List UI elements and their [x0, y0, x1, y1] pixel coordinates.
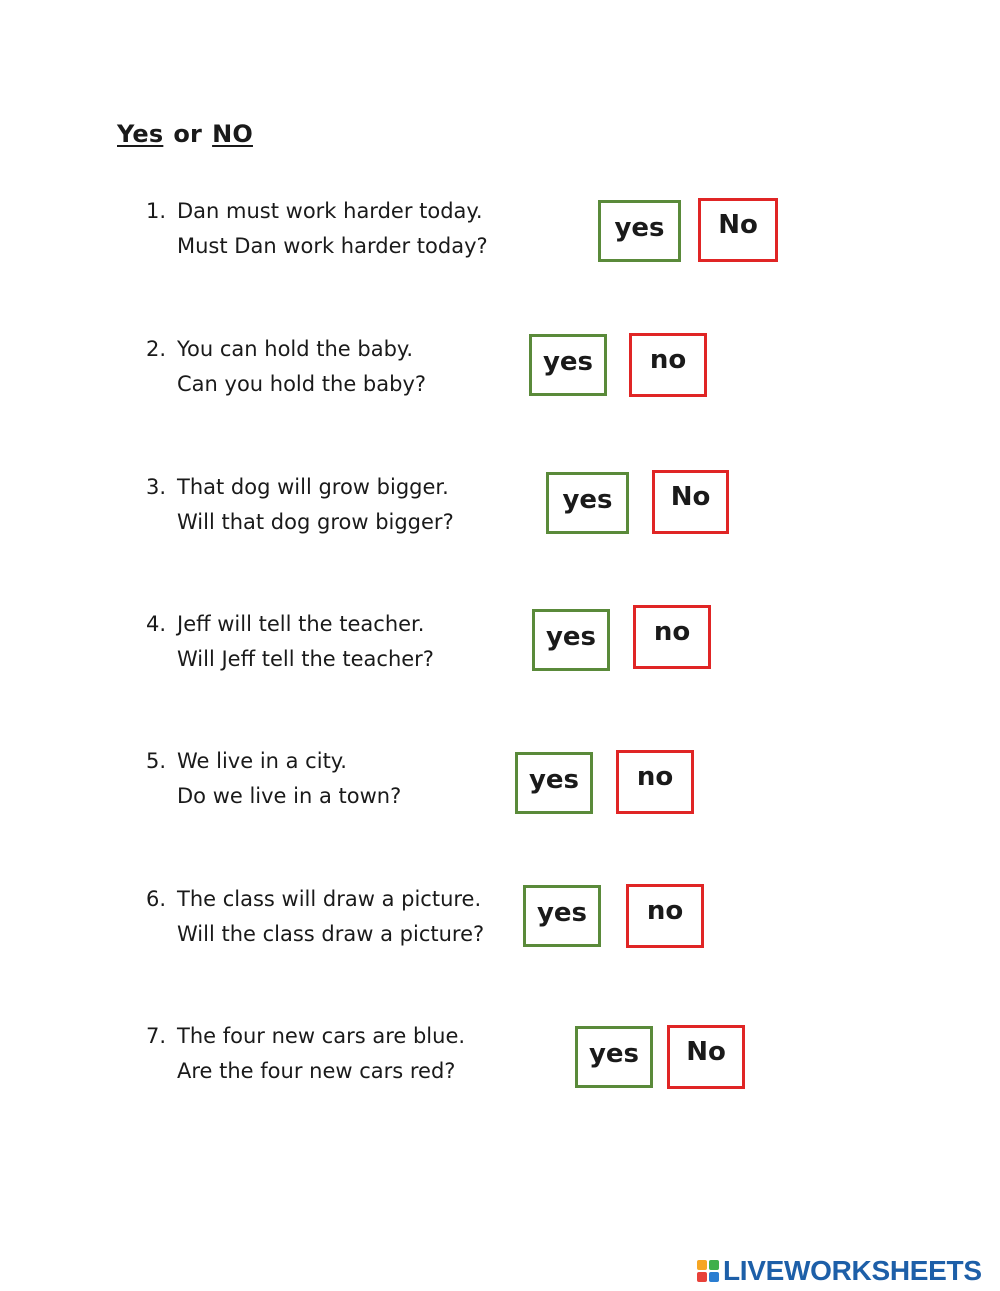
- question-line: Will that dog grow bigger?: [177, 510, 454, 534]
- worksheet-title: [117, 120, 253, 148]
- question-line: Will Jeff tell the teacher?: [177, 647, 434, 671]
- item-number: 7.: [146, 1024, 167, 1048]
- statement-line: Jeff will tell the teacher.: [177, 612, 425, 636]
- no-answer-box-2[interactable]: no: [629, 333, 707, 397]
- question-line: Are the four new cars red?: [177, 1059, 456, 1083]
- no-answer-box-4[interactable]: no: [633, 605, 711, 669]
- item-number: 2.: [146, 337, 167, 361]
- title-no: NO: [212, 120, 253, 148]
- statement-line: The four new cars are blue.: [177, 1024, 466, 1048]
- yes-answer-box-3[interactable]: yes: [546, 472, 629, 534]
- item-number: 1.: [146, 199, 167, 223]
- question-line: Can you hold the baby?: [177, 372, 427, 396]
- title-or: or: [173, 120, 203, 148]
- yes-answer-box-4[interactable]: yes: [532, 609, 610, 671]
- question-line: Must Dan work harder today?: [177, 234, 488, 258]
- item-number: 6.: [146, 887, 167, 911]
- title-yes: Yes: [117, 120, 164, 148]
- no-answer-box-6[interactable]: no: [626, 884, 704, 948]
- logo-text: LIVEWORKSHEETS: [723, 1255, 982, 1286]
- liveworksheets-logo-icon: [697, 1260, 719, 1282]
- statement-line: Dan must work harder today.: [177, 199, 483, 223]
- no-answer-box-1[interactable]: No: [698, 198, 778, 262]
- question-line: Will the class draw a picture?: [177, 922, 485, 946]
- yes-answer-box-7[interactable]: yes: [575, 1026, 653, 1088]
- question-line: Do we live in a town?: [177, 784, 402, 808]
- no-answer-box-3[interactable]: No: [652, 470, 729, 534]
- yes-answer-box-5[interactable]: yes: [515, 752, 593, 814]
- yes-answer-box-2[interactable]: yes: [529, 334, 607, 396]
- item-number: 4.: [146, 612, 167, 636]
- yes-answer-box-6[interactable]: yes: [523, 885, 601, 947]
- statement-line: The class will draw a picture.: [177, 887, 482, 911]
- item-number: 3.: [146, 475, 167, 499]
- item-number: 5.: [146, 749, 167, 773]
- statement-line: You can hold the baby.: [177, 337, 414, 361]
- liveworksheets-logo: [697, 1255, 982, 1287]
- statement-line: That dog will grow bigger.: [177, 475, 449, 499]
- no-answer-box-7[interactable]: No: [667, 1025, 745, 1089]
- statement-line: We live in a city.: [177, 749, 347, 773]
- yes-answer-box-1[interactable]: yes: [598, 200, 681, 262]
- no-answer-box-5[interactable]: no: [616, 750, 694, 814]
